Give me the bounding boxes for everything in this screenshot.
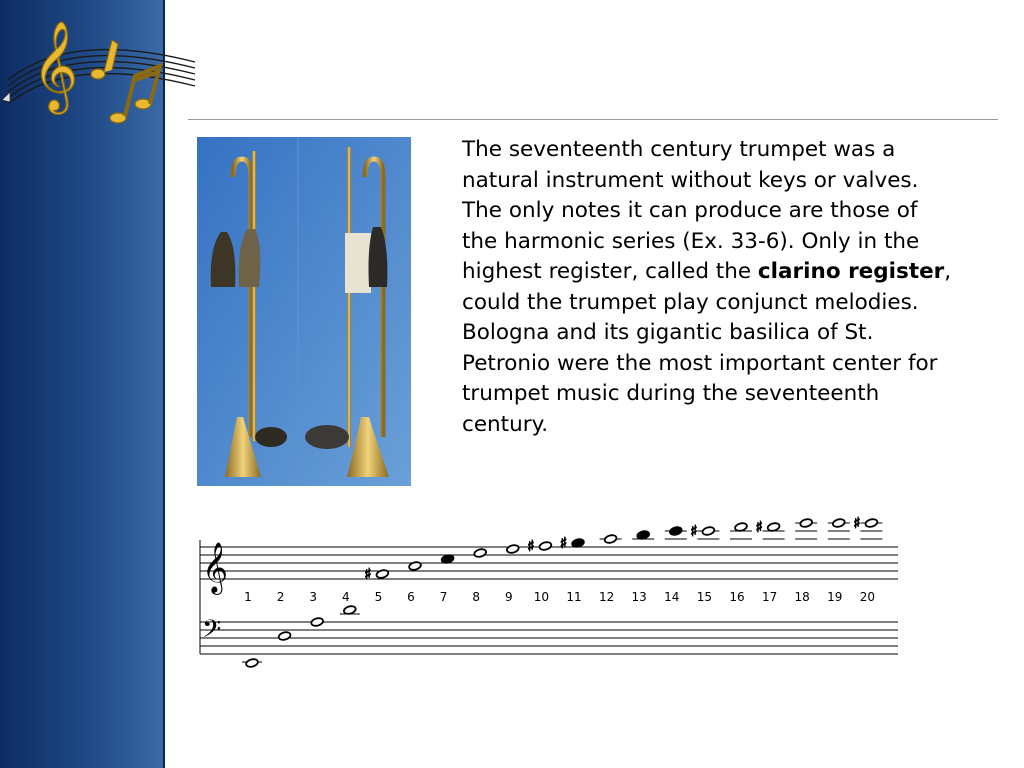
harmonic-number-label: 6 bbox=[407, 590, 415, 604]
harmonic-note bbox=[560, 534, 585, 552]
harmonic-series-notation bbox=[196, 500, 902, 675]
harmonic-note bbox=[665, 526, 687, 539]
title-divider bbox=[188, 119, 998, 120]
harmonic-number-label: 10 bbox=[533, 590, 550, 604]
harmonic-number-label: 14 bbox=[664, 590, 680, 604]
harmonic-number-label: 8 bbox=[472, 590, 481, 604]
harmonic-note bbox=[730, 522, 752, 539]
harmonic-number-label: 5 bbox=[374, 590, 383, 604]
harmonic-note bbox=[756, 518, 785, 539]
harmonic-note bbox=[408, 561, 421, 571]
harmonic-number-label: 15 bbox=[696, 590, 713, 604]
harmonic-note bbox=[828, 518, 850, 539]
harmonic-note bbox=[795, 518, 817, 539]
paragraph-part-2: , could the trumpet play conjunct melodies. Bologna and its gigantic basilica of St. Petronio were the most important center for trumpet music during the seventeenth century. bbox=[462, 259, 952, 437]
harmonic-number-label: 2 bbox=[276, 590, 285, 604]
harmonic-number-label: 13 bbox=[631, 590, 647, 604]
harmonic-number-label: 20 bbox=[859, 590, 876, 604]
svg-text:♯: ♯ bbox=[527, 537, 535, 555]
bass-clef-icon: 𝄢 bbox=[202, 615, 222, 650]
paragraph-part-1: The seventeenth century trumpet was a natural instrument without keys or valves. The only notes it can produce are those of the harmonic series (Ex. 33-6). Only in the highest register, called the bbox=[462, 137, 920, 284]
harmonic-note bbox=[506, 544, 519, 554]
harmonic-note bbox=[632, 530, 654, 540]
harmonic-note bbox=[527, 537, 552, 555]
treble-clef-icon: 𝄞 bbox=[202, 542, 229, 593]
harmonic-number-label: 3 bbox=[309, 590, 318, 604]
harmonic-number-label: 4 bbox=[341, 590, 350, 604]
svg-text:♯: ♯ bbox=[364, 565, 372, 583]
harmonic-note bbox=[600, 534, 622, 544]
harmonic-note bbox=[340, 605, 360, 615]
harmonic-number-label: 9 bbox=[504, 590, 513, 604]
harmonic-number-label: 12 bbox=[598, 590, 615, 604]
harmonic-number-label: 11 bbox=[566, 590, 582, 604]
harmonic-note bbox=[242, 658, 262, 668]
harmonic-note bbox=[853, 514, 882, 539]
svg-text:𝄞: 𝄞 bbox=[32, 21, 79, 111]
svg-text:♯: ♯ bbox=[560, 534, 568, 552]
harmonic-number-label: 18 bbox=[794, 590, 810, 604]
music-notes-decoration-icon bbox=[0, 0, 200, 130]
harmonic-number-label: 1 bbox=[244, 590, 252, 604]
body-paragraph bbox=[462, 135, 982, 440]
harmonic-note bbox=[473, 548, 486, 558]
svg-text:♯: ♯ bbox=[755, 518, 763, 536]
harmonic-number-label: 17 bbox=[761, 590, 778, 604]
harmonic-note bbox=[310, 617, 323, 627]
harmonic-number-label: 7 bbox=[439, 590, 448, 604]
baroque-trumpets-photo bbox=[197, 137, 411, 486]
harmonic-note bbox=[364, 565, 389, 583]
svg-text:♯: ♯ bbox=[853, 514, 861, 532]
svg-text:♯: ♯ bbox=[690, 522, 698, 540]
harmonic-number-label: 19 bbox=[827, 590, 843, 604]
harmonic-number-label: 16 bbox=[729, 590, 745, 604]
harmonic-note bbox=[690, 522, 719, 540]
clarino-register-term: clarino register bbox=[757, 259, 945, 284]
harmonic-note bbox=[278, 631, 291, 641]
